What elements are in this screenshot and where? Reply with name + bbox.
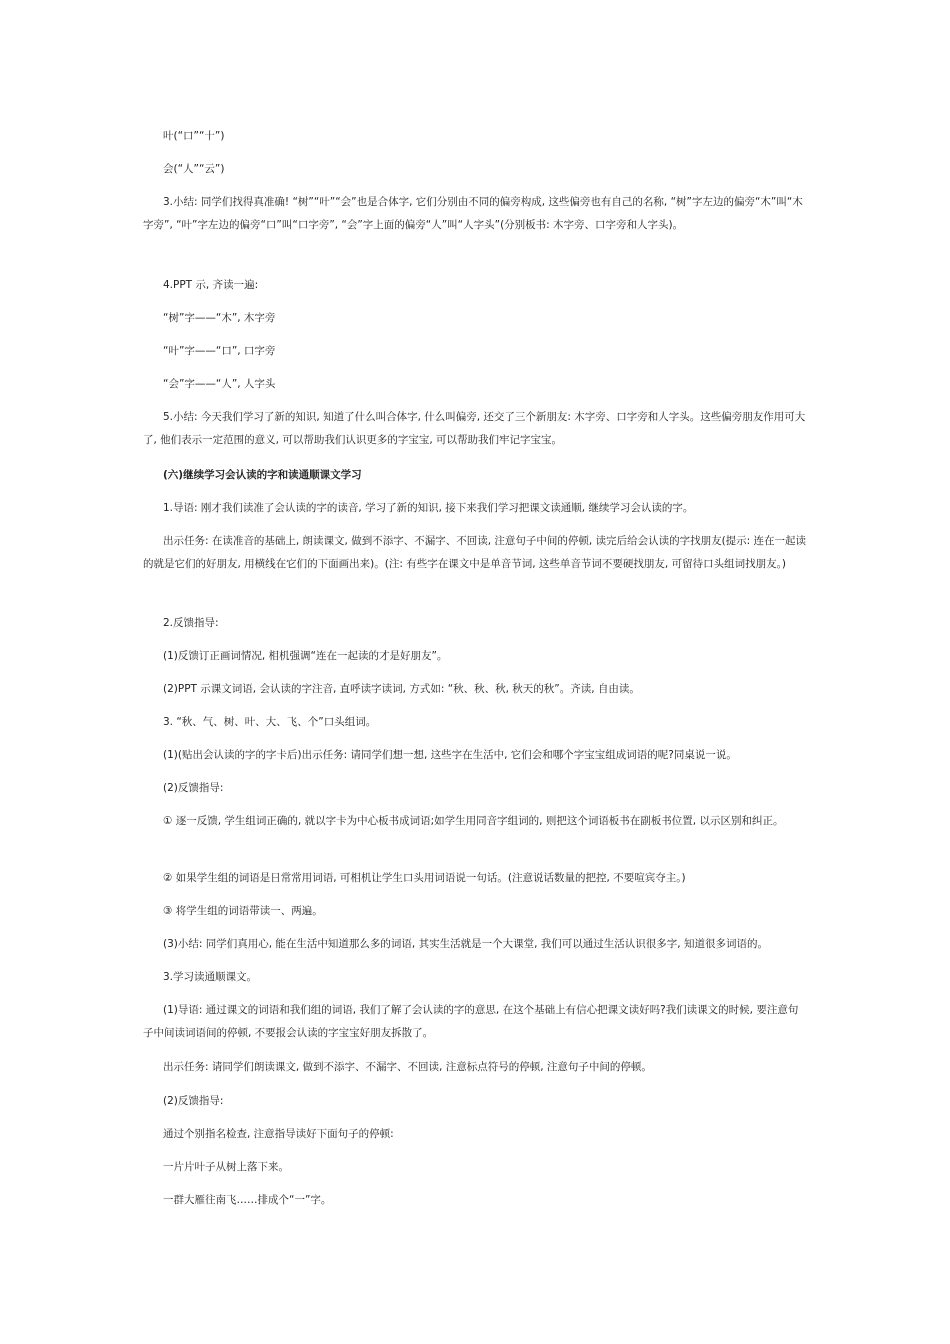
paragraph: 3.小结: 同学们找得真准确! “树”“叶”“会”也是合体字, 它们分别由不同的偏旁构成, 这些偏旁也有自己的名称, “树”字左边的偏旁“木”叫“木字旁”, “叶”字左边的偏旁“口”叫“口字旁”, “会”字上面的偏旁“人”叫“人字头”(分别板书: 木字旁、口字旁和人字头)。 xyxy=(143,196,803,231)
paragraph: (2)反馈指导: xyxy=(163,1095,224,1107)
paragraph: ① 逐一反馈, 学生组词正确的, 就以字卡为中心板书成词语;如学生用同音字组词的, 则把这个词语板书在副板书位置, 以示区别和纠正。 xyxy=(163,815,784,827)
paragraph: 会(“人”“云”) xyxy=(163,163,225,175)
paragraph: (2)反馈指导: xyxy=(163,782,224,794)
paragraph: 出示任务: 在读准音的基础上, 朗读课文, 做到不添字、不漏字、不回读, 注意句子中间的停顿, 读完后给会认读的字找朋友(提示: 连在一起读的就是它们的好朋友, 用横线在它们的下面画出来)。(注: 有些字在课文中是单音节词, 这些单音节词不要硬找朋友, 可留待口头组词找朋友。) xyxy=(143,535,807,570)
paragraph: (1)反馈订正画词情况, 相机强调“连在一起读的才是好朋友”。 xyxy=(163,650,448,662)
paragraph: 通过个别指名检查, 注意指导读好下面句子的停顿: xyxy=(163,1128,394,1140)
paragraph: 3. “秋、气、树、叶、大、飞、个”口头组词。 xyxy=(163,716,377,728)
paragraph: 3.学习读通顺课文。 xyxy=(163,971,258,983)
section-heading: (六)继续学习会认读的字和读通顺课文学习 xyxy=(163,469,362,481)
paragraph: ③ 将学生组的词语带读一、两遍。 xyxy=(163,905,323,917)
paragraph: 1.导语: 刚才我们读准了会认读的字的读音, 学习了新的知识, 接下来我们学习把课文读通顺, 继续学习会认读的字。 xyxy=(163,502,694,514)
paragraph: 4.PPT 示, 齐读一遍: xyxy=(163,279,259,291)
paragraph: ② 如果学生组的词语是日常常用词语, 可相机让学生口头用词语说一句话。(注意说话数量的把控, 不要喧宾夺主。) xyxy=(163,872,686,884)
paragraph: 5.小结: 今天我们学习了新的知识, 知道了什么叫合体字, 什么叫偏旁, 还交了三个新朋友: 木字旁、口字旁和人字头。这些偏旁朋友作用可大了, 他们表示一定范围的意义, 可以帮助我们认识更多的字宝宝, 可以帮助我们牢记字宝宝。 xyxy=(143,411,806,446)
paragraph: (3)小结: 同学们真用心, 能在生活中知道那么多的词语, 其实生活就是一个大课堂, 我们可以通过生活认识很多字, 知道很多词语的。 xyxy=(163,938,768,950)
paragraph: (1)(贴出会认读的字的字卡后)出示任务: 请同学们想一想, 这些字在生活中, 它们会和哪个字宝宝组成词语的呢?同桌说一说。 xyxy=(163,749,737,761)
paragraph: “叶”字——“口”, 口字旁 xyxy=(163,345,276,357)
paragraph: “树”字——“木”, 木字旁 xyxy=(163,312,276,324)
paragraph: (2)PPT 示课文词语, 会认读的字注音, 直呼读字读词, 方式如: “秋、秋、秋, 秋天的秋”。齐读, 自由读。 xyxy=(163,683,640,695)
paragraph: “会”字——“人”, 人字头 xyxy=(163,378,276,390)
paragraph: 一片片叶子从树上落下来。 xyxy=(163,1161,289,1173)
paragraph: 2.反馈指导: xyxy=(163,617,219,629)
paragraph: (1)导语: 通过课文的词语和我们组的词语, 我们了解了会认读的字的意思, 在这个基础上有信心把课文读好吗?我们读课文的时候, 要注意句子中间读词语间的停顿, 不要报会认读的字宝宝好朋友拆散了。 xyxy=(143,1004,799,1039)
paragraph: 一群大雁往南飞……排成个“一”字。 xyxy=(163,1194,332,1206)
paragraph: 叶(“口”“十”) xyxy=(163,130,225,142)
paragraph: 出示任务: 请同学们朗读课文, 做到不添字、不漏字、不回读, 注意标点符号的停顿, 注意句子中间的停顿。 xyxy=(163,1061,652,1073)
